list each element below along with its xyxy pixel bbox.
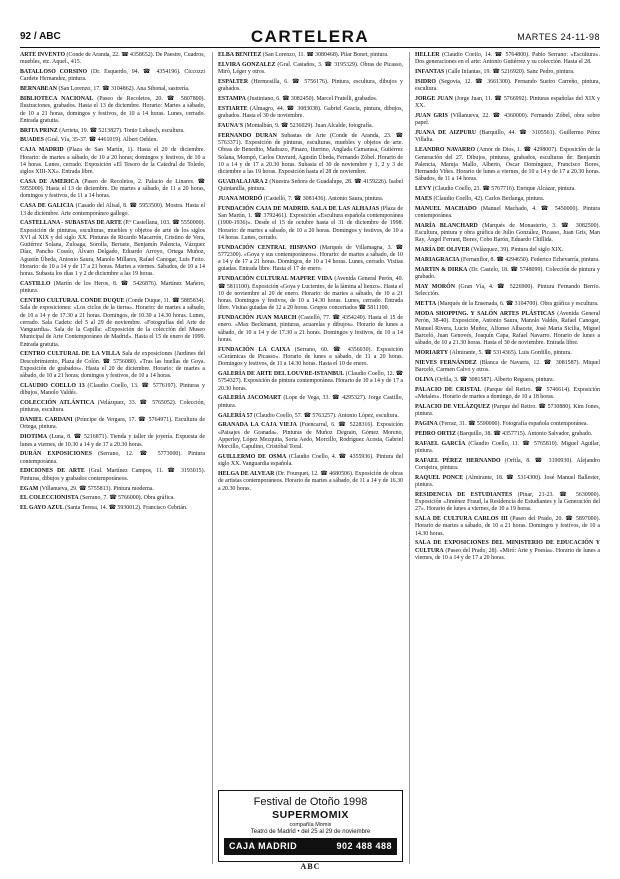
listing-details: (Fuencarral, 6. ☎ 5228316). Exposición «Paisajes de Granada». Pinturas de Muñoz Degrain, Gómez Moreno, Apperley, López Mezquita, Soria Aedo, Morcillo, Rodríguez Acosta, Gabriel Morcillo, Capulino, Cristóbal Toral. (218, 422, 403, 451)
listing-entry (20, 147, 205, 176)
listing-name: MARIAGRACIA (415, 257, 460, 264)
listing-name: INFANTAS (415, 69, 445, 76)
listing-name: FERNANDO DURAN (218, 132, 277, 139)
listing-details: (Paseo del Prado, 28). «Miró: Arte y Poesía». Horario de lunes a viernes, de 10 a 14 y de 17 a 20 horas. (415, 547, 600, 561)
listing-details: (Serrano, 7. ☎ 5766000). Obra gráfica. (80, 495, 175, 502)
listing-entry (218, 276, 403, 312)
listing-entry (415, 377, 600, 384)
listing-details: (Blanca de Navarra, 12. ☎ 3081587). Miquel Barceló, Carmen Calvo y otros. (415, 359, 600, 373)
listing-entry (415, 360, 600, 375)
listing-details: (Jorge Juan, 11. ☎ 5766992). Pinturas españolas del XIX y XX. (415, 96, 600, 110)
listing-entry (415, 257, 600, 264)
listing-details: (Conde de Aranda, 22. ☎ 4358652). De Paestre, Cuadros, muebles, etc. Aquel., 415. (20, 52, 205, 66)
listing-name: JUANA MORDÓ (218, 196, 263, 202)
listing-entry (20, 179, 205, 201)
listing-name: NIEVES FERNÁNDEZ (415, 359, 477, 366)
listing-entry (415, 540, 600, 562)
listing-details: (Claudio Coello, 42). Carlos Berlanga, pintura. (433, 196, 545, 202)
listing-entry (20, 298, 205, 349)
listing-entry (20, 137, 205, 144)
listing-entry (218, 315, 403, 344)
listing-details: (Claudio Coello, 57. ☎ 5763257). Antonio López, escultura. (254, 412, 399, 419)
listing-details: (Velázquez, 39). Pintura del siglo XIX. (471, 247, 564, 254)
listing-details: (Plaza de San Martín, 1. ☎ 3792461). Exposición «Escultura española contemporánea (1900-1936)». Desde el 15 de octubre hasta el 31 de diciembre de 1998. Horario: de martes a sábado, de 10 a 20 horas. Domingos y festivos, de 10 a 14 horas. Lunes, cerrado. (218, 205, 403, 241)
ad-bank-name: CAJA MADRID (229, 841, 298, 851)
listing-entry (20, 383, 205, 398)
abc-logo: ABC (300, 862, 321, 871)
listing-entry (218, 395, 403, 410)
listing-name: GRANADA LA CAJA VIEJA (218, 422, 297, 429)
listing-name: CENTRO CULTURAL DE LA VILLA (20, 351, 121, 358)
listing-details: (Marqués de Villamagna, 3. ☎ 5772300). «Goya y sus contemporáneos». Horario: de martes a sábado, de 10 a 14 y de 17 a 21 horas. Domingos, de 10 a 14 horas. Lunes, cerrado. Visitas guiadas. Entrada libre. Hasta el 17 de enero. (218, 244, 403, 273)
listing-name: SALA DE CULTURA CARLOS III (415, 516, 508, 523)
listing-details: (Dr. Fourquet, 12. ☎ 4680506). Exposición de obras de artistas contemporáneos. Horario de martes a sábado, de 11 a 14 y de 16.30 a 20.30 horas. (218, 471, 403, 492)
listing-details: (Velázquez, 33. ☎ 5765052). Colección, pinturas, escultura. (20, 400, 205, 414)
listing-details: (Nuestra Señora de Guadalupe, 28. ☎ 4159226). Isabel Quintanilla, pintura. (218, 178, 403, 193)
listing-entry (20, 281, 205, 296)
listing-details: (Orfila, 8. ☎ 3190930). Alejandro Corujeira, pintura. (415, 457, 600, 471)
listing-name: MARÍA BLANCHARD (415, 222, 478, 229)
listing-entry (218, 371, 403, 393)
listing-entry (20, 417, 205, 432)
listing-details: (Hermosilla, 6. ☎ 5756176). Pintura, escultura, dibujos y grabados. (218, 78, 403, 93)
listing-entry (415, 301, 600, 308)
listing-name: DANIEL CARDANI (20, 417, 73, 424)
listing-column-3 (415, 52, 600, 864)
listing-name: CLAUDIO COELLO 13 (20, 382, 85, 389)
listing-name: CASTELLANA - SUBASTAS DE ARTE (20, 220, 122, 227)
listing-entry (218, 133, 403, 177)
listing-details: (Claudio Coello, 14. ☎ 5764800). Pablo Serrano: «Escultura». Dos generaciones en el arte: Antonio Gutiérrez y su colección. Hasta el 28. (415, 52, 600, 66)
listing-details: (Gral. Castaños, 3. ☎ 3195329). Obras de Picasso, Miró, Léger y otros. (218, 61, 403, 76)
listing-entry (218, 196, 403, 203)
listing-name: LEVY (415, 186, 432, 193)
listing-details: (Arrieta, 19. ☎ 5213827). Tonio Lubasch, escultura. (59, 127, 185, 134)
listing-entry (218, 179, 403, 194)
listing-entry (218, 471, 403, 493)
listing-details: Subastas de Arte (Conde de Aranda, 23. ☎ 5763371). Exposición de pinturas, esculturas, muebles y objetos de arte. Obras de Benedito, Madrazo, Pinazo, Iturrino, Anglada Camarasa, Gutiérrez Solana, Mompó, Carlos Ouvrard, Agustín Úbeda, Fernando Zóbel. Horario de 10 a 14 y de 17 a 20.30 horas. Subasta el 30 de noviembre y 1, 2 y 3 de diciembre a las 19 horas. Exposición hasta el 28 de noviembre. (218, 132, 403, 176)
footer-strip (218, 864, 403, 872)
listing-entry (218, 245, 403, 274)
listing-name: HELLER (415, 52, 440, 58)
listing-details: Sala de exposiciones (Jardines del Descubrimiento, Plaza de Colón. ☎ 5756080). «Tras las huellas de Goya. Exposición de grabados». Hasta el 20 de diciembre. Horario: de martes a sábado, de 10 a 21 horas; domingos y festivos, de 10 a 14 horas. (20, 351, 205, 380)
listing-details: (Gran Vía, 4. ☎ 5226900). Pintura Fernando Berrio. Selección. (415, 284, 600, 298)
listing-details: (Barquillo, 44. ☎ 3105561). Guillermo Pérez Villalta. (415, 130, 600, 144)
listing-entry (20, 351, 205, 380)
listing-details: (San Lorenzo, 11. ☎ 3080468). Pilar Bonet, pintura. (262, 52, 389, 58)
listing-details: (Santa Teresa, 14. ☎ 5930012). Francisco Cebrián. (65, 505, 188, 512)
listing-name: RAFAEL GARCÍA (415, 440, 466, 447)
listing-details: (Claudio Coello, 4. ☎ 4355936). Pintura del siglo XX. Vanguardia española. (218, 453, 403, 468)
listing-name: JUAN GRIS (415, 113, 448, 120)
listing-entry (218, 62, 403, 77)
listing-details: (Claudio Coello, 23. ☎ 5767716). Enrique Alcázar, pintura. (432, 186, 576, 193)
listing-name: PALACIO DE VELÁZQUEZ (415, 403, 491, 410)
listing-details: (Manuel Machado, 4. ☎ 5450000). Pintura contemporánea. (415, 205, 600, 220)
listing-details: (Montalbán, 9. ☎ 5236029). Juan Alcalde, fotografía. (244, 122, 374, 129)
listing-details: (Parque del Retiro. ☎ 5746614). Exposición «Metales». Horario de martes a domingo, de 10 a 18 horas. (415, 386, 600, 400)
listing-name: BATALLOSO CORSINO (20, 69, 88, 76)
listing-name: OLIVA (415, 376, 434, 383)
listing-entry (415, 147, 600, 183)
column-divider (212, 52, 213, 864)
listing-entry (218, 413, 403, 420)
listing-entry (218, 454, 403, 469)
ad-dates: Teatro de Madrid • del 25 al 29 de noviembre (250, 829, 371, 835)
listing-name: JUANA DE AIZPURU (415, 130, 477, 137)
listing-name: MARTIN & DIRKA (415, 266, 468, 273)
listing-details: (Lope de Vega, 33. ☎ 4295327). Jorge Castillo, pintura. (218, 395, 403, 409)
listing-details: (Avenida General Perón, 38-40). Exposición, Antonio Saura, Manolo Valdés, Rafael Canogar, Manuel Rivera, Lucio Muñoz, Alfonso Albacete, José María Sicilia, Miguel Barceló, Juan Genovés, Joaquín Capa, Rafael Navarro. Horario de lunes a sábado, de 10 a 21.30 horas. Hasta el 30 de noviembre. Entrada libre. (415, 311, 600, 346)
listing-details: (Orfila, 3. ☎ 3081587). Alberto Reguera, pintura. (435, 376, 555, 383)
listing-name: SALA DE EXPOSICIONES DEL MINISTERIO DE EDUCACIÓN Y CULTURA (415, 540, 600, 554)
listing-details: (Almagro, 44. ☎ 3083038). Gabriel Gracia, pintura, dibujos, grabados. Hasta el 30 de noviembre. (218, 105, 403, 120)
listing-name: FUNDACIÓN CENTRAL HISPANO (218, 244, 317, 251)
listing-details: (Villanueva, 29. ☎ 5755813). Pintura moderna. (39, 485, 154, 492)
listing-name: FAUNA'S (218, 122, 244, 129)
listing-name: METTA (415, 301, 437, 308)
listing-name: RAFAEL PÉREZ HERNANDO (415, 457, 501, 464)
listing-entry (20, 69, 205, 84)
listing-name: EDICIONES DE ARTE (20, 468, 85, 475)
listing-entry (415, 492, 600, 514)
column-divider (409, 52, 410, 864)
listing-details: (Dr. Castelo, 18. ☎ 5748099). Colección de pintura y grabado. (415, 266, 600, 281)
listing-name: MODA SHOPPING. Y SALÓN ARTES PLÁSTICAS (415, 311, 555, 317)
listing-entry (20, 505, 205, 512)
listing-entry (415, 387, 600, 402)
listing-name: PAGINA (415, 420, 438, 427)
listing-name: GALERÍA 57 (218, 412, 253, 419)
listing-name: ISIDRO (415, 78, 436, 85)
listing-name: HELGA DE ALVEAR (218, 471, 275, 478)
listing-details: (Villanueva, 22. ☎ 4360000). Fernando Zóbel, obra sobre papel. (415, 113, 600, 127)
listing-name: ARTE INVENTO (20, 52, 66, 58)
listing-details: (Barquillo, 38. ☎ 4357715). Antonio Salvador, grabado. (457, 430, 593, 437)
listing-details: (Paseo de Recoletos, 2. Palacio de Linares. ☎ 5955000). Hasta el 13 de diciembre. De martes a sábado, de 11 a 20 horas, domingos y festivos, de 11 a 14 horas. (20, 178, 205, 200)
listing-entry (415, 113, 600, 128)
listing-entry (415, 69, 600, 76)
listing-entry (218, 106, 403, 121)
listing-entry (20, 400, 205, 415)
page-header (20, 29, 600, 48)
listing-name: GUILLERMO DE OSMA (218, 453, 287, 460)
listing-name: MANUEL MACHADO (415, 205, 477, 212)
listing-details: (Claudio Coello, 12. ☎ 5754327). Exposición de pintura contemporánea. Horario de 10 a 14 y de 17 a 20.30 horas. (218, 371, 403, 392)
listing-entry (218, 206, 403, 242)
listing-entry (415, 267, 600, 282)
listing-name: BERNABEAN (20, 86, 57, 93)
listing-entry (415, 196, 600, 203)
listing-name: GALERÍA DE ARTE DEL LOUVRE-ISTANBUL (218, 371, 345, 378)
listing-details: (Marqués de Monasterio, 3. ☎ 3082500). Escultura, pintura y obra gráfica de Julio González, Picasso, Juan Gris, Man Ray, Ángel Ferrant, Bores, Cobo Barón, Eduardo Chillida. (415, 222, 600, 244)
listing-name: DURÁN EXPOSICIONES (20, 451, 92, 458)
listing-name: RAQUEL PONCE (415, 474, 464, 481)
listing-name: CENTRO CULTURAL CONDE DUQUE (20, 298, 125, 305)
listing-details: (Casado del Alisal, 8. ☎ 5953500). Mostra. Hasta el 13 de diciembre. Arte contemporáneo gallego. (20, 203, 205, 217)
ad-contact-bar (224, 838, 397, 855)
listing-entry (415, 421, 600, 428)
listing-entry (415, 475, 600, 490)
listing-details: (Paseo del Prado, 20. ☎ 5897000). Horario de martes a sábado, de 10 a 21 horas. Domingos y festivos, de 10 a 14.30 horas. (415, 516, 600, 537)
ad-title: Festival de Otoño 1998 (253, 796, 368, 808)
listing-entry (218, 123, 403, 130)
listing-entry (20, 203, 205, 218)
listing-entry (415, 79, 600, 94)
listing-entry (20, 468, 205, 483)
listing-name: GALERÍA JACOMART (218, 395, 282, 402)
listing-name: BUADES (20, 137, 44, 144)
listing-details: (Castelló, 77. ☎ 4354240). Hasta el 15 de enero. «Max Beckmann, pinturas, acuarelas y dibujos». Horario de lunes a sábado, de 10 a 14 y de 17.30 a 21 horas. Domingos y festivos, de 10 a 14 horas. (218, 315, 403, 343)
listing-entry (415, 223, 600, 245)
listing-entry (218, 52, 403, 59)
listing-entry (415, 350, 600, 357)
listing-entry (20, 86, 205, 93)
listing-details: (Parque del Retiro. ☎ 5730880). Kim Jones, pintura. (415, 403, 600, 417)
listing-name: FUNDACIÓN JUAN MARCH (218, 315, 297, 322)
listing-details: (San Lorenzo, 17. ☎ 3104862). Ana Sibonal, sastrería. (58, 86, 190, 93)
listing-entry (20, 128, 205, 135)
issue-date: MARTES 24-11-98 (517, 32, 600, 42)
listing-entry (415, 441, 600, 456)
listing-name: ESTAMPA (218, 96, 246, 103)
listing-name: DIOTIMA (20, 434, 48, 441)
listing-entry (415, 516, 600, 538)
listing-details: (Serrano, 12. ☎ 5773000). Pintura contemporánea. (20, 451, 205, 465)
listing-name: ELVIRA GONZALEZ (218, 61, 276, 68)
listing-details: (Gral. Martínez Campos, 11. ☎ 3193015). Pinturas, dibujos y grabados contemporáneos. (20, 468, 205, 482)
listing-name: CASA DE GALICIA (20, 203, 74, 210)
listing-details: (Paseo de Recoletos, 20. ☎ 5807800). Ilustraciones, grabados. Hasta el 13 de diciembre. Horario: Martes a sábado, de 10 a 21 horas, domingos y festivos, de 10 a 14 horas. Lunes, cerrado. Entrada gratuita. (20, 96, 205, 124)
ad-brand: SUPERMOMIX (272, 809, 349, 821)
listing-details: (Serrano, 60. ☎ 4356030). Exposición «Cerámicas de Picasso». Horario de lunes a sábado, de 11 a 20 horas. Domingos y festivos, de 11 a 14.30 horas. Hasta el 10 de enero. (218, 346, 403, 368)
listing-name: PALACIO DE CRISTAL (415, 386, 482, 393)
listing-entry (20, 434, 205, 449)
listing-entry (218, 347, 403, 369)
listing-details: (Segovia, 12. ☎ 3661300). Fernando Sueiro Carreño, pintura, escultura. (415, 78, 600, 93)
listing-details: (Ferraz, 31. ☎ 5590000). Fotografía española contemporánea. (439, 420, 588, 427)
listing-details: (Dr. Esquerdo, 94. ☎ 4354196). Ciccozzi Cardete Hernandez, pintura. (20, 69, 205, 83)
listing-entry (20, 495, 205, 502)
listing-name: FUNDACIÓN LA CAIXA (218, 346, 291, 353)
listing-entry (415, 431, 600, 438)
listing-name: ESTIARTE (218, 105, 248, 112)
listing-entry (20, 96, 205, 125)
listing-entry (415, 284, 600, 299)
listing-entry (415, 96, 600, 111)
listing-details: (Gral. Vía, 35-37. ☎ 4461019). Albert Oehlen. (45, 137, 158, 144)
listing-name: CAJA MADRID (20, 147, 64, 154)
listing-details: (Martín de los Heros, 8. ☎ 5426876). Martínez Mañero, pintura. (20, 280, 205, 295)
listing-name: PEDRO ORTIZ (415, 430, 456, 437)
listing-name: MORIARTY (415, 349, 449, 356)
listing-column-1 (20, 52, 205, 864)
listing-details: (Justiniano, 6. ☎ 3082450). Marcel Fratelli, grabados. (247, 96, 378, 103)
listing-name: COLECCIÓN ATLÁNTICA (20, 400, 95, 407)
listing-entry (20, 220, 205, 278)
listing-entry (218, 96, 403, 103)
listing-name: GUADALAJARA 2 (218, 178, 268, 185)
listing-details: (Almirante, 18. ☎ 5314300). José Manuel Ballester, pintura. (415, 474, 600, 488)
listing-entry (218, 79, 403, 94)
listing-name: ESPALTER (218, 78, 249, 85)
ad-phone[interactable]: 902 488 488 (336, 841, 392, 851)
listing-details: (Fernanflor, 8. ☎ 4294650). Federico Echevarría, pintura. (461, 257, 600, 264)
listing-name: MAY MORÓN (415, 284, 456, 291)
listing-details: (Conde Duque, 11. ☎ 5885834). Sala de exposiciones: «Los ciclos de la tierra». Horario: de martes a sábado, de 10 a 14 y de 17.30 a 21 horas. Domingos, de 10.30 a 14.30 horas. Lunes, cerrado. Sala Cadets: del 5 al 29 de noviembre. «Fotografías del Arte de Vanguardia». Sala de la Capilla: «Exposición de la colección del Museo Municipal de Arte Contemporáneo de Madrid». Hasta el 15 de enero de 1999. Entrada gratuita. (20, 298, 205, 348)
listing-name: EGAM (20, 485, 39, 492)
listing-entry (415, 130, 600, 145)
listing-name: EL COLECCIONISTA (20, 495, 79, 502)
listing-name: BIBLIOTECA NACIONAL (20, 96, 94, 103)
listing-name: BRITA PRINZ (20, 127, 58, 134)
page-number: 92 / ABC (20, 31, 61, 42)
listing-name: FUNDACIÓN CAJA DE MADRID. SALA DE LAS ALHAJAS (218, 205, 379, 212)
listing-name: RESIDENCIA DE ESTUDIANTES (415, 491, 513, 498)
listing-entry (415, 52, 600, 67)
listing-name: FUNDACIÓN CULTURAL MAPFRE VIDA (218, 276, 333, 283)
listing-entry (415, 404, 600, 419)
ad-subtitle: compañía Momix (289, 822, 332, 828)
listing-details: (Amor de Dios, 1. ☎ 4298007). Exposición de la Generación del 27. Dibujos, pinturas, grabados, esculturas de: Benjamín Palencia, Maruja Mallo, Alberto, Óscar Domínguez, Francisco Bores, Hernando Viñes. Horario de lunes a viernes, de 10 a 14 y de 17 a 20.30 horas. Sábados, de 11 a 14 horas. (415, 147, 600, 183)
listing-details: (Claudio Coello, 11. ☎ 5765810). Miguel Aguilar, pintura. (415, 440, 600, 454)
listing-entry (20, 486, 205, 493)
listing-details: (P.º Castellana, 103. ☎ 5550000). Exposición de pinturas, esculturas, muebles y objetos de arte de los siglos XVI al XIX y del siglo XX. Pinturas de Ricardo Macarrón, Cristino de Vera, Gutiérrez Solana, Zuloaga, Sorolla, Beruete, Benjamín Palencia, Vázquez Díaz, Pancho Cossío, Álvaro Delgado, Eduardo Arroyo, Ortega Muñoz, Agustín Úbeda, Antonio Saura, Manolo Millares, Rafael Canogar, Luis Feito. Horario: de 10 a 14 y de 17 a 21 horas. Martes a viernes. Sábados, de 10 a 14 horas. Subasta los días 1 y 2 de diciembre a las 19 horas. (20, 220, 205, 278)
listing-entry (415, 206, 600, 221)
listing-name: LEANDRO NAVARRO (415, 147, 476, 154)
listing-name: ELBA BENITEZ (218, 52, 262, 58)
listing-details: (Pinar, 21-23. ☎ 5630900). Exposición «Jiménez Fraud, la Residencia de Estudiantes y la Generación del 27». Horario de lunes a viernes, de 10 a 19 horas. (415, 491, 600, 513)
listing-name: MAES (415, 196, 433, 202)
listing-details: (Luna, 8. ☎ 5216871). Tienda y taller de joyería. Expuesta de lunes a viernes, de 10.30 a 14 y de 17 a 20.30 horas. (20, 434, 205, 448)
listing-details: (Claudio Coello, 13. ☎ 5776197). Pinturas y dibujos, Manolo Valdés. (20, 382, 205, 397)
listing-column-2 (218, 52, 403, 864)
listing-details: (Calle Infantas, 19. ☎ 5216920). Sanz Pedro, pintura. (445, 69, 575, 76)
listing-name: EL GAYO AZUL (20, 505, 64, 512)
section-title: CARTELERA (250, 27, 370, 46)
listing-entry (218, 422, 403, 451)
listing-details: (Marqués de la Ensenada, 6. ☎ 3104700). Obra gráfica y escultura. (437, 301, 599, 308)
listing-name: CASTILLO (20, 280, 51, 287)
listing-details: (Avenida General Perón, 40. ☎ 5811100). Exposición «Goya y Lucientes, de la lámina al lienzo». Hasta el 10 de noviembre al 20 de enero. Horario: de martes a sábado, de 10 a 21 horas. Domingos y festivos, de 10 a 14.30 horas. Lunes, cerrado. Entrada libre. Visitas guiadas de 12 a 20 horas. Grupos concertados ☎ 5811100. (218, 276, 403, 312)
listing-name: CASA DE AMERICA (20, 178, 79, 185)
listing-details: (Príncipe de Vergara, 17. ☎ 5764971). Escultura de Ortega, pintura. (20, 417, 205, 431)
listing-entry (415, 247, 600, 254)
listing-entry (20, 451, 205, 466)
listing-entry (415, 458, 600, 473)
festival-advertisement[interactable] (218, 790, 403, 862)
listing-entry (20, 52, 205, 67)
listing-name: MARÍA DE OLIVER (415, 247, 470, 254)
listing-entry (415, 186, 600, 193)
listing-name: JORGE JUAN (415, 96, 453, 103)
listing-details: (Plaza de San Martín, 1). Hasta el 20 de diciembre. Horario: de martes a sábado, de 10 a 20 horas; domingos y festivos, de 10 a 14 horas. Lunes, cerrado. Exposición «El Tesoro de la Catedral de Toledo, siglos XIII-XX». Entrada libre. (20, 147, 205, 176)
listing-details: (Almirante, 5. ☎ 5314365). Luis Gordillo, pintura. (449, 349, 572, 356)
listing-entry (415, 311, 600, 347)
listing-details: (Castelló, 7. ☎ 3081436). Antonio Saura, pintura. (263, 196, 384, 202)
